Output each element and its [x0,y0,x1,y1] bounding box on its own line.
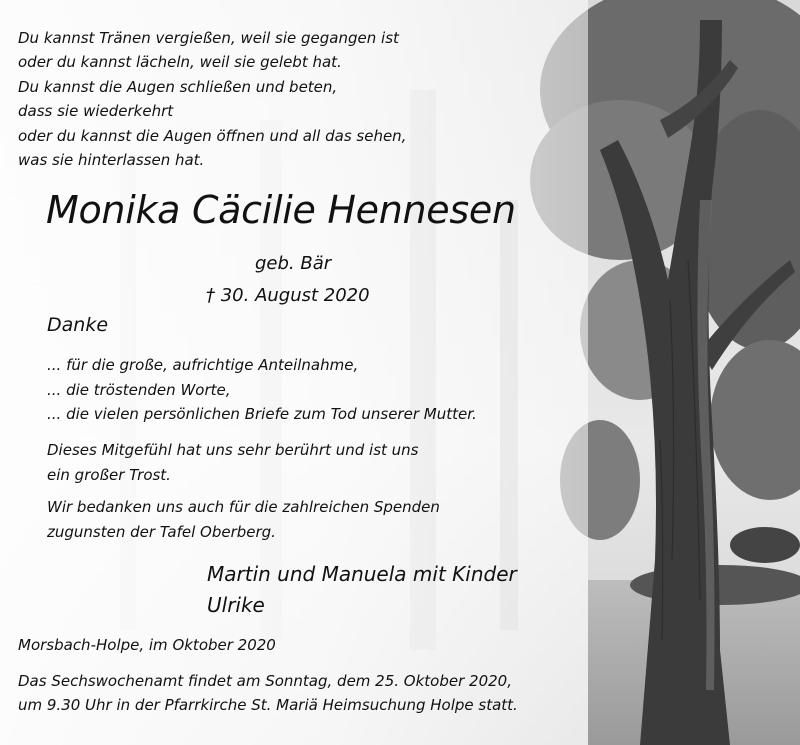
service-info [18,670,518,717]
thanks-item: ... für die große, aufrichtige Anteilnahme, [47,356,359,374]
paragraph-line: zugunsten der Tafel Oberberg. [47,522,276,541]
service-line: Das Sechswochenamt findet am Sonntag, dem 25. Oktober 2020, [18,672,512,690]
place-date: Morsbach-Holpe, im Oktober 2020 [18,636,276,654]
service-line: um 9.30 Uhr in der Pfarrkirche St. Mariä Heimsuchung Holpe statt. [18,695,518,714]
paragraph-line: Dieses Mitgefühl hat uns sehr berührt und ist uns [47,441,419,459]
death-date: † 30. August 2020 [206,285,370,306]
thanks-list [47,353,477,427]
deceased-name: Monika Cäcilie Hennesen [46,188,516,232]
family-signature [207,559,517,621]
paragraph-line: ein großer Trost. [47,465,171,484]
poem-line: Du kannst Tränen vergießen, weil sie gegangen ist [18,29,399,47]
paragraph-line: Wir bedanken uns auch für die zahlreichen Spenden [47,498,440,516]
poem-line: oder du kannst lächeln, weil sie gelebt hat. [18,53,342,72]
birth-name: geb. Bär [255,253,332,274]
poem-line: dass sie wiederkehrt [18,102,174,121]
donations-paragraph [47,495,440,544]
family-line: Martin und Manuela mit Kinder [207,562,517,586]
poem-line: was sie hinterlassen hat. [18,150,205,169]
memorial-poem [18,26,406,172]
thanks-item: ... die tröstenden Worte, [47,380,231,399]
thanks-item: ... die vielen persönlichen Briefe zum Tod unserer Mutter. [47,405,477,423]
sympathy-paragraph [47,438,418,487]
poem-line: Du kannst die Augen schließen und beten, [18,77,338,96]
family-line: Ulrike [207,593,265,617]
poem-line: oder du kannst die Augen öffnen und all das sehen, [18,126,407,145]
thanks-heading: Danke [47,314,109,336]
